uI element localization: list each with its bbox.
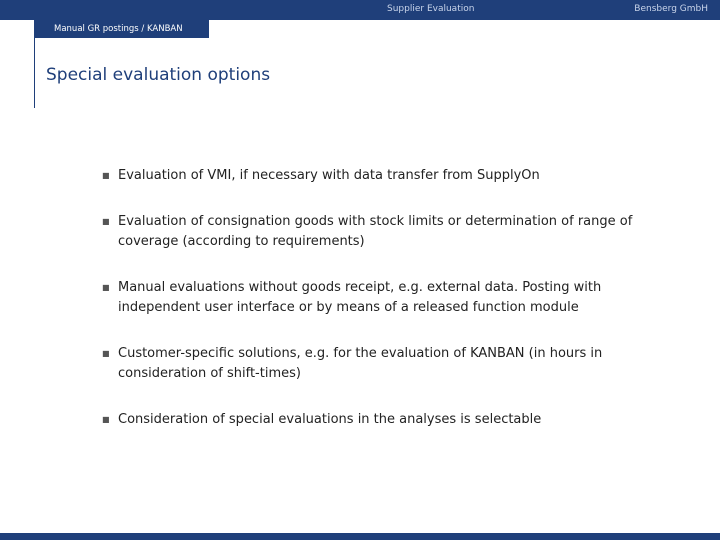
section-tab-label: Manual GR postings / KANBAN: [54, 24, 183, 34]
square-bullet-icon: ■: [102, 217, 110, 226]
bullet-item: [102, 166, 682, 186]
company-name: Bensberg GmbH: [634, 4, 708, 14]
bullet-text: Consideration of special evaluations in the analyses is selectable: [118, 412, 542, 427]
bullet-text: Evaluation of consignation goods with stock limits or determination of range of coverage (according to requirements): [118, 214, 633, 249]
square-bullet-icon: ■: [102, 415, 110, 424]
bullet-text: Manual evaluations without goods receipt, e.g. external data. Posting with independent user interface or by means of a released function module: [118, 280, 602, 315]
bullet-item: [102, 410, 682, 430]
bullet-item: [102, 212, 682, 252]
top-header-bar: [0, 0, 720, 20]
bullet-item: [102, 344, 682, 384]
presentation-title: Supplier Evaluation: [387, 4, 475, 14]
bullet-text: Evaluation of VMI, if necessary with data transfer from SupplyOn: [118, 168, 540, 183]
slide-title: Special evaluation options: [46, 65, 271, 85]
square-bullet-icon: ■: [102, 171, 110, 180]
section-tab: [35, 20, 209, 38]
bullet-text: Customer-specific solutions, e.g. for the evaluation of KANBAN (in hours in consideration of shift-times): [118, 346, 603, 381]
square-bullet-icon: ■: [102, 283, 110, 292]
bullet-item: [102, 278, 682, 318]
bullet-list: [102, 166, 682, 456]
left-accent-line: [34, 20, 35, 108]
bottom-footer-bar: [0, 533, 720, 540]
square-bullet-icon: ■: [102, 349, 110, 358]
